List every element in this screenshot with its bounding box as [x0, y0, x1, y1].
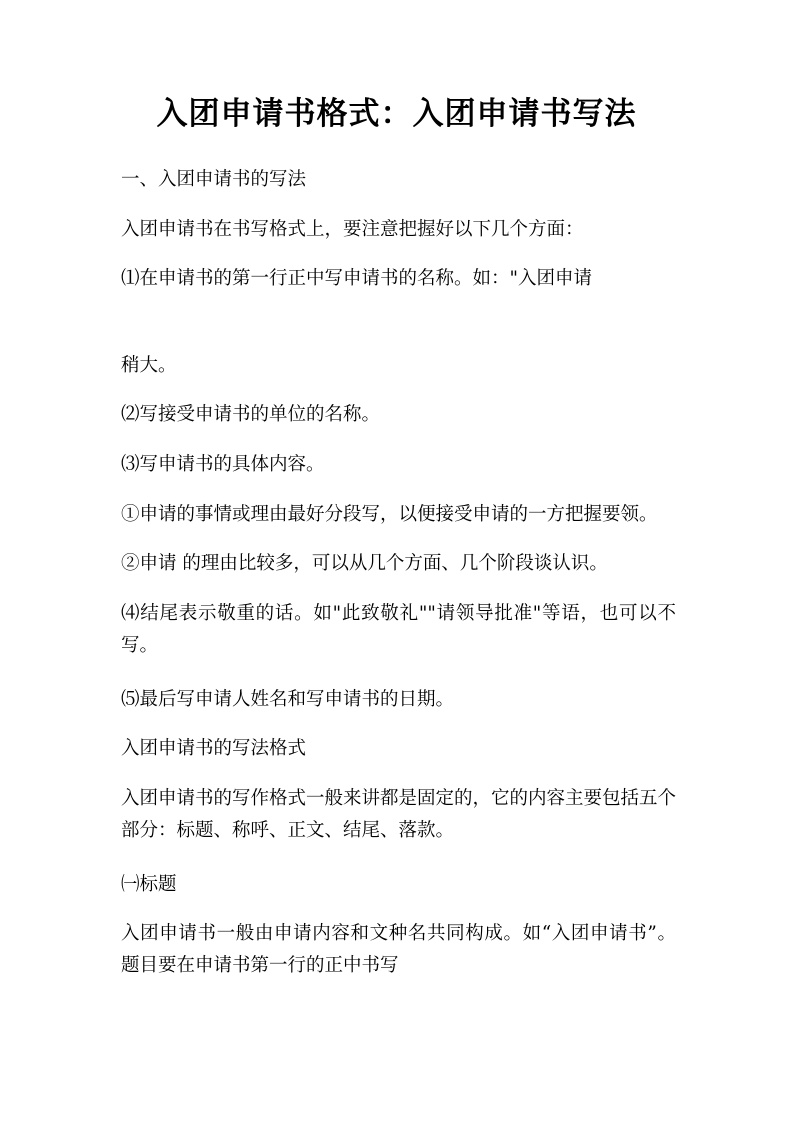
- document-title: 入团申请书格式：入团申请书写法: [156, 96, 637, 132]
- paragraph: ⑸最后写申请人姓名和写申请书的日期。: [121, 689, 455, 710]
- paragraph: ⑷结尾表示敬重的话。如"此致敬礼""请领导批准"等语，也可以不写。: [121, 603, 676, 656]
- paragraph: ⑶写申请书的具体内容。: [121, 454, 325, 475]
- paragraph: ①申请的事情或理由最好分段写，以便接受申请的一方把握要领。: [121, 504, 658, 525]
- paragraph: ⑴在申请书的第一行正中写申请书的名称。如："入团申请: [121, 268, 593, 289]
- section-heading: 入团申请书的写法格式: [121, 738, 307, 759]
- paragraph: 入团申请书的写作格式一般来讲都是固定的，它的内容主要包括五个部分：标题、称呼、正文、结尾、落款。: [121, 788, 677, 841]
- paragraph: 稍大。: [121, 355, 177, 376]
- section-heading: ㈠标题: [121, 874, 177, 895]
- paragraph: 入团申请书在书写格式上，要注意把握好以下几个方面：: [121, 219, 584, 240]
- paragraph: ②申请 的理由比较多，可以从几个方面、几个阶段谈认识。: [121, 553, 608, 574]
- section-heading: 一、入团申请书的写法: [121, 169, 307, 190]
- paragraph: 入团申请书一般由申请内容和文种名共同构成。如“入团申请书”。题目要在申请书第一行的正中书写: [121, 923, 676, 976]
- paragraph: ⑵写接受申请书的单位的名称。: [121, 404, 381, 425]
